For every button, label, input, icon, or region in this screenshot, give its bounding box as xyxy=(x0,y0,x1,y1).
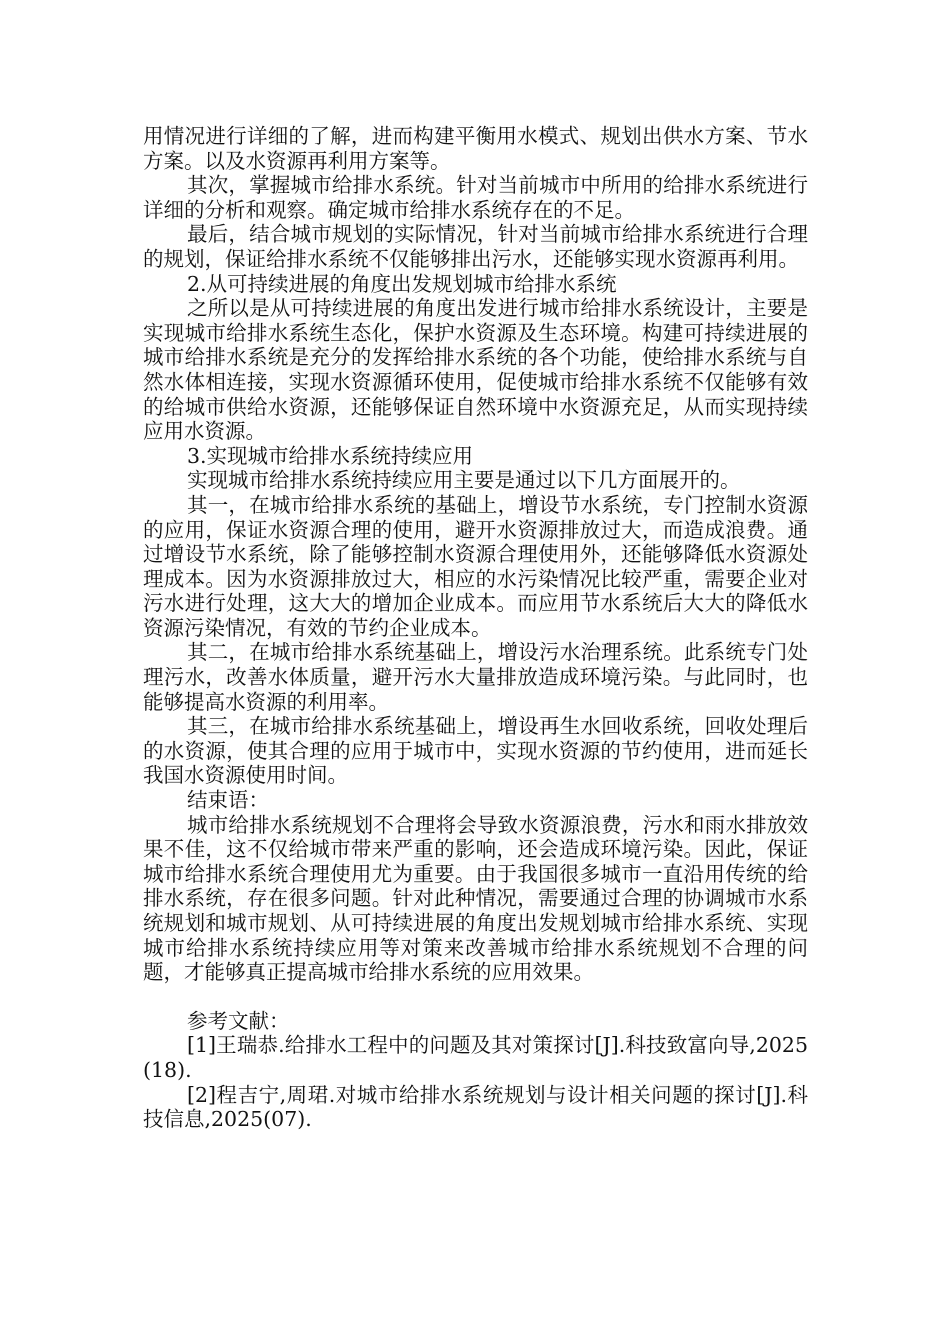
conclusion-heading: 结束语： xyxy=(187,788,269,813)
paragraph-measure-2: 其二，在城市给排水系统基础上，增设污水治理系统。此系统专门处理污水，改善水体质量，避开污水大量排放造成环境污染。与此同时，也能够提高水资源的利用率。 xyxy=(143,640,808,714)
spacer xyxy=(143,985,808,1009)
paragraph-second: 其次，掌握城市给排水系统。针对当前城市中所用的给排水系统进行详细的分析和观察。确定城市给排水系统存在的不足。 xyxy=(143,173,808,222)
paragraph-continuation: 用情况进行详细的了解，进而构建平衡用水模式、规划出供水方案、节水方案。以及水资源再利用方案等。 xyxy=(143,124,808,173)
paragraph-sustainable: 之所以是从可持续进展的角度出发进行城市给排水系统设计，主要是实现城市给排水系统生态化，保护水资源及生态环境。构建可持续进展的城市给排水系统是充分的发挥给排水系统的各个功能，使给排水系统与自然水体相连接，实现水资源循环使用，促使城市给排水系统不仅能够有效的给城市供给水资源，还能够保证自然环境中水资源充足，从而实现持续应用水资源。 xyxy=(143,296,808,444)
reference-item-2: [2]程吉宁,周珺.对城市给排水系统规划与设计相关问题的探讨[J].科技信息,2025(07). xyxy=(143,1082,808,1132)
reference-item-1: [1]王瑞恭.给排水工程中的问题及其对策探讨[J].科技致富向导,2025(18). xyxy=(143,1033,808,1082)
paragraph-intro-measures: 实现城市给排水系统持续应用主要是通过以下几方面展开的。 xyxy=(187,468,741,493)
section-heading-3: 3.实现城市给排水系统持续应用 xyxy=(187,443,474,468)
paragraph-conclusion: 城市给排水系统规划不合理将会导致水资源浪费，污水和雨水排放效果不佳，这不仅给城市带来严重的影响，还会造成环境污染。因此，保证城市给排水系统合理使用尤为重要。由于我国很多城市一直沿用传统的给排水系统，存在很多问题。针对此种情况，需要通过合理的协调城市水系统规划和城市规划、从可持续进展的角度出发规划城市给排水系统、实现城市给排水系统持续应用等对策来改善城市给排水系统规划不合理的问题，才能够真正提高城市给排水系统的应用效果。 xyxy=(143,812,808,985)
references-heading: 参考文献： xyxy=(187,1008,290,1033)
section-heading-2: 2.从可持续进展的角度出发规划城市给排水系统 xyxy=(187,271,617,296)
paragraph-finally: 最后，结合城市规划的实际情况，针对当前城市给排水系统进行合理的规划，保证给排水系统不仅能够排出污水，还能够实现水资源再利用。 xyxy=(143,222,808,271)
paragraph-measure-3: 其三，在城市给排水系统基础上，增设再生水回收系统，回收处理后的水资源，使其合理的应用于城市中，实现水资源的节约使用，进而延长我国水资源使用时间。 xyxy=(143,714,808,788)
paragraph-measure-1: 其一，在城市给排水系统的基础上，增设节水系统，专门控制水资源的应用，保证水资源合理的使用，避开水资源排放过大，而造成浪费。通过增设节水系统，除了能够控制水资源合理使用外，还能够降低水资源处理成本。因为水资源排放过大，相应的水污染情况比较严重，需要企业对污水进行处理，这大大的增加企业成本。而应用节水系统后大大的降低水资源污染情况，有效的节约企业成本。 xyxy=(143,492,808,640)
document-body xyxy=(143,124,808,1132)
